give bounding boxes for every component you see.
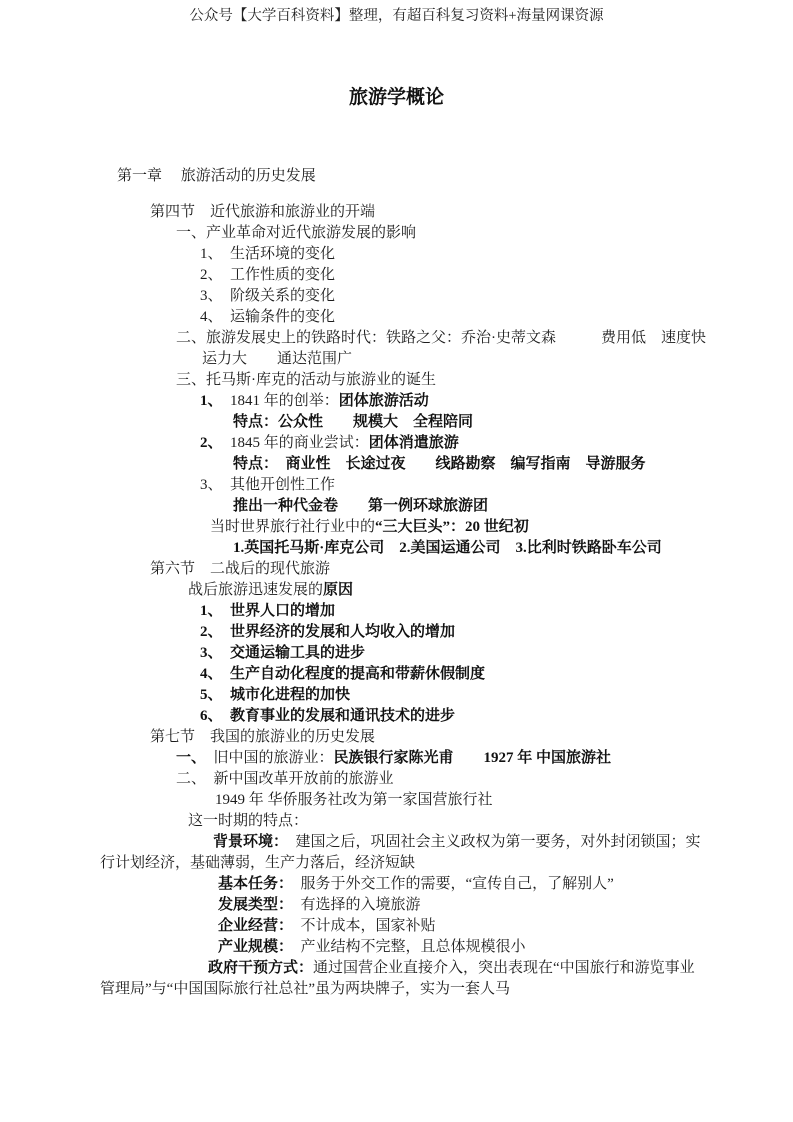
doc-line [100, 412, 723, 433]
page-header-note: 公众号【大学百科资料】整理，有超百科复习资料+海量网课资源 [189, 8, 604, 24]
doc-line [100, 286, 723, 307]
text-segment: 产业规模： [218, 939, 286, 955]
doc-line [100, 664, 723, 685]
doc-line [100, 979, 723, 1000]
doc-line [100, 874, 723, 895]
doc-line [100, 349, 723, 370]
text-segment: 有选择的入境旅游 [285, 897, 421, 913]
text-segment: 2、 [200, 435, 216, 451]
text-segment: 1、 [200, 393, 216, 409]
text-segment: 旧中国的旅游业： [198, 750, 334, 766]
doc-line [100, 832, 723, 853]
text-segment: 当时世界旅行社行业中的 [210, 519, 376, 535]
text-segment: 政府干预方式： [208, 960, 314, 976]
text-segment: 通过国营企业直接介入，突出表现在“中国旅行和游览事业 [313, 960, 695, 976]
text-segment: 3、 其他开创性工作 [200, 477, 336, 493]
doc-line [100, 454, 723, 475]
text-segment: 1949 年 华侨服务社改为第一家国营旅行社 [215, 792, 493, 808]
doc-line [100, 580, 723, 601]
doc-line [100, 727, 723, 748]
text-segment: 1841 年的创举： [215, 393, 339, 409]
text-segment: “三大巨头”：20 世纪初 [375, 519, 529, 535]
doc-line [100, 748, 723, 769]
text-segment: 1、 生活环境的变化 [200, 246, 336, 262]
text-segment: 原因 [323, 582, 354, 598]
doc-line [100, 307, 723, 328]
text-segment: 1、 世界人口的增加 [200, 603, 336, 619]
text-segment: 第六节 二战后的现代旅游 [150, 561, 331, 577]
text-segment: 二、旅游发展史上的铁路时代：铁路之父：乔治·史蒂文森 费用低 速度快 [176, 330, 706, 346]
text-segment: 三、托马斯·库克的活动与旅游业的诞生 [176, 372, 436, 388]
text-segment: 一、产业革命对近代旅游发展的影响 [176, 225, 417, 241]
doc-line [100, 706, 723, 727]
doc-line [100, 433, 723, 454]
doc-line [100, 223, 723, 244]
text-segment: 6、 教育事业的发展和通讯技术的进步 [200, 708, 456, 724]
document-body [0, 166, 793, 1000]
doc-line [100, 916, 723, 937]
text-segment: 行计划经济，基础薄弱，生产力落后，经济短缺 [100, 855, 416, 871]
doc-line [100, 958, 723, 979]
text-segment: 1845 年的商业尝试： [215, 435, 369, 451]
text-segment: 一、 [176, 750, 199, 766]
doc-line [100, 559, 723, 580]
doc-line [100, 517, 723, 538]
doc-line [100, 496, 723, 517]
text-segment: 战后旅游迅速发展的 [188, 582, 324, 598]
doc-line [100, 622, 723, 643]
text-segment: 第四节 近代旅游和旅游业的开端 [150, 204, 376, 220]
text-segment: 3、 阶级关系的变化 [200, 288, 336, 304]
doc-line [100, 538, 723, 559]
text-segment: 发展类型： [218, 897, 286, 913]
text-segment: 这一时期的特点： [188, 813, 309, 829]
text-segment: 企业经营： [218, 918, 286, 934]
doc-line [100, 601, 723, 622]
doc-line [100, 811, 723, 832]
text-segment: 2、 工作性质的变化 [200, 267, 336, 283]
doc-line [100, 391, 723, 412]
text-segment: 2、 世界经济的发展和人均收入的增加 [200, 624, 456, 640]
text-segment: 特点： 商业性 长途过夜 线路勘察 编写指南 导游服务 [233, 456, 646, 472]
text-segment: 第七节 我国的旅游业的历史发展 [150, 729, 376, 745]
doc-line [100, 895, 723, 916]
text-segment: 二、 新中国改革开放前的旅游业 [176, 771, 394, 787]
text-segment: 3、 交通运输工具的进步 [200, 645, 366, 661]
text-segment: 团体旅游活动 [338, 393, 429, 409]
doc-line [100, 853, 723, 874]
doc-line [100, 202, 723, 223]
text-segment: 特点：公众性 规模大 全程陪同 [233, 414, 474, 430]
text-segment: 建国之后，巩固社会主义政权为第一要务，对外封闭锁国；实 [280, 834, 701, 850]
document-title: 旅游学概论 [348, 87, 444, 108]
text-segment: 管理局”与“中国国际旅行社总社”虽为两块牌子，实为一套人马 [100, 981, 510, 997]
text-segment: 产业结构不完整，且总体规模很小 [285, 939, 526, 955]
doc-line [100, 790, 723, 811]
text-segment: 1.英国托马斯·库克公司 2.美国运通公司 3.比利时铁路卧车公司 [233, 540, 662, 556]
text-segment: 第一章 旅游活动的历史发展 [117, 168, 316, 184]
doc-line [100, 937, 723, 958]
doc-line [100, 769, 723, 790]
text-segment: 背景环境： [213, 834, 281, 850]
doc-line [100, 328, 723, 349]
doc-line [100, 475, 723, 496]
doc-line [100, 370, 723, 391]
text-segment: 民族银行家陈光甫 1927 年 中国旅游社 [333, 750, 612, 766]
text-segment: 推出一种代金卷 第一例环球旅游团 [233, 498, 489, 514]
text-segment: 5、 城市化进程的加快 [200, 687, 351, 703]
text-segment: 团体消遣旅游 [368, 435, 459, 451]
text-segment: 服务于外交工作的需要，“宣传自己，了解别人” [285, 876, 614, 892]
doc-line [100, 166, 723, 187]
text-segment: 不计成本，国家补贴 [285, 918, 436, 934]
text-segment: 基本任务： [218, 876, 286, 892]
text-segment: 运力大 通达范围广 [202, 351, 353, 367]
text-segment: 4、 生产自动化程度的提高和带薪休假制度 [200, 666, 486, 682]
text-segment: 4、 运输条件的变化 [200, 309, 336, 325]
doc-line [100, 643, 723, 664]
doc-line [100, 685, 723, 706]
doc-line [100, 265, 723, 286]
doc-line [100, 244, 723, 265]
